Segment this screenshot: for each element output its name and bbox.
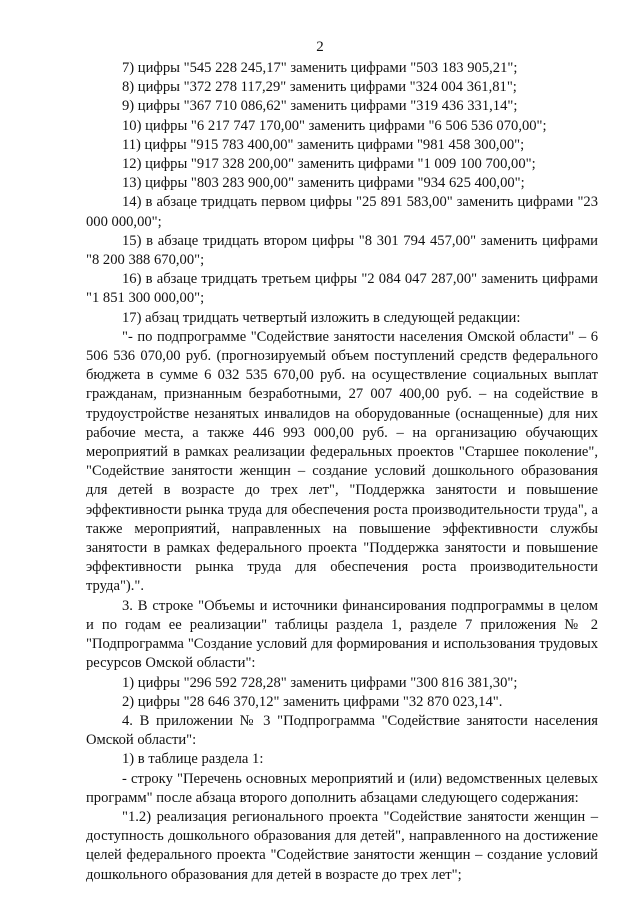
- paragraph: 2) цифры "28 646 370,12" заменить цифрами "32 870 023,14".: [122, 693, 503, 710]
- paragraph: 7) цифры "545 228 245,17" заменить цифрами "503 183 905,21";: [122, 60, 518, 76]
- paragraph: 9) цифры "367 710 086,62" заменить цифрами "319 436 331,14";: [122, 98, 518, 115]
- paragraph: 13) цифры "803 283 900,00" заменить цифрами "934 625 400,00";: [122, 175, 525, 192]
- page-number: 2: [316, 39, 324, 55]
- paragraph: "- по подпрограмме "Содействие занятости населения Омской области" – 6 506 536 070,00 руб. (прогнозируемый объем поступлений средств федерального бюджета в сумме 6 032 535 670,00 руб. на осуществление социальных выплат гражданам, признанным безработными, 27 007 400,00 руб. – на содействие в трудоустройстве незанятых инвалидов на оборудованные (оснащенные) для них рабочие места, а также 446 993 000,00 руб. – на организацию обучающих мероприятий в рамках реализации федеральных проектов "Старшее поколение", "Содействие занятости женщин – создание условий дошкольного образования для детей в возрасте до трех лет", "Поддержка занятости и повышение эффективности рынка труда для обеспечения роста производительности труда", а также мероприятий, направленных на повышение эффективности службы занятости в рамках федерального проекта "Поддержка занятости и повышение эффективности рынка труда для обеспечения роста производительности труда").".: [86, 328, 598, 595]
- paragraph: 3. В строке "Объемы и источники финансирования подпрограммы в целом и по годам ее реализации" таблицы раздела 1, разделе 7 приложения № 2 "Подпрограмма "Создание условий для формирования и использования трудовых ресурсов Омской области":: [86, 597, 598, 672]
- paragraph: 8) цифры "372 278 117,29" заменить цифрами "324 004 361,81";: [122, 79, 517, 96]
- paragraph: 14) в абзаце тридцать первом цифры "25 891 583,00" заменить цифрами "23 000 000,00";: [86, 194, 598, 230]
- paragraph: 17) абзац тридцать четвертый изложить в следующей редакции:: [122, 309, 521, 326]
- paragraph: "1.2) реализация регионального проекта "Содействие занятости женщин – доступность дошкольного образования для детей", направленного на достижение целей федерального проекта "Содействие занятости женщин – создание условий дошкольного образования для детей в возрасте до трех лет";: [86, 808, 598, 883]
- paragraph: 10) цифры "6 217 747 170,00" заменить цифрами "6 506 536 070,00";: [122, 117, 547, 134]
- paragraph: 4. В приложении № 3 "Подпрограмма "Содействие занятости населения Омской области":: [86, 712, 598, 749]
- paragraph: 16) в абзаце тридцать третьем цифры "2 084 047 287,00" заменить цифрами "1 851 300 000,00";: [86, 271, 598, 307]
- paragraph: 11) цифры "915 783 400,00" заменить цифрами "981 458 300,00";: [122, 136, 525, 153]
- paragraph: 1) в таблице раздела 1:: [122, 751, 264, 768]
- paragraph: 1) цифры "296 592 728,28" заменить цифрами "300 816 381,30";: [122, 674, 518, 691]
- document-body: [86, 59, 598, 885]
- paragraph: 12) цифры "917 328 200,00" заменить цифрами "1 009 100 700,00";: [122, 156, 536, 173]
- paragraph: 15) в абзаце тридцать втором цифры "8 301 794 457,00" заменить цифрами "8 200 388 670,00";: [86, 232, 598, 269]
- paragraph: - строку "Перечень основных мероприятий и (или) ведомственных целевых программ" после абзаца второго дополнить абзацами следующего содержания:: [86, 770, 598, 806]
